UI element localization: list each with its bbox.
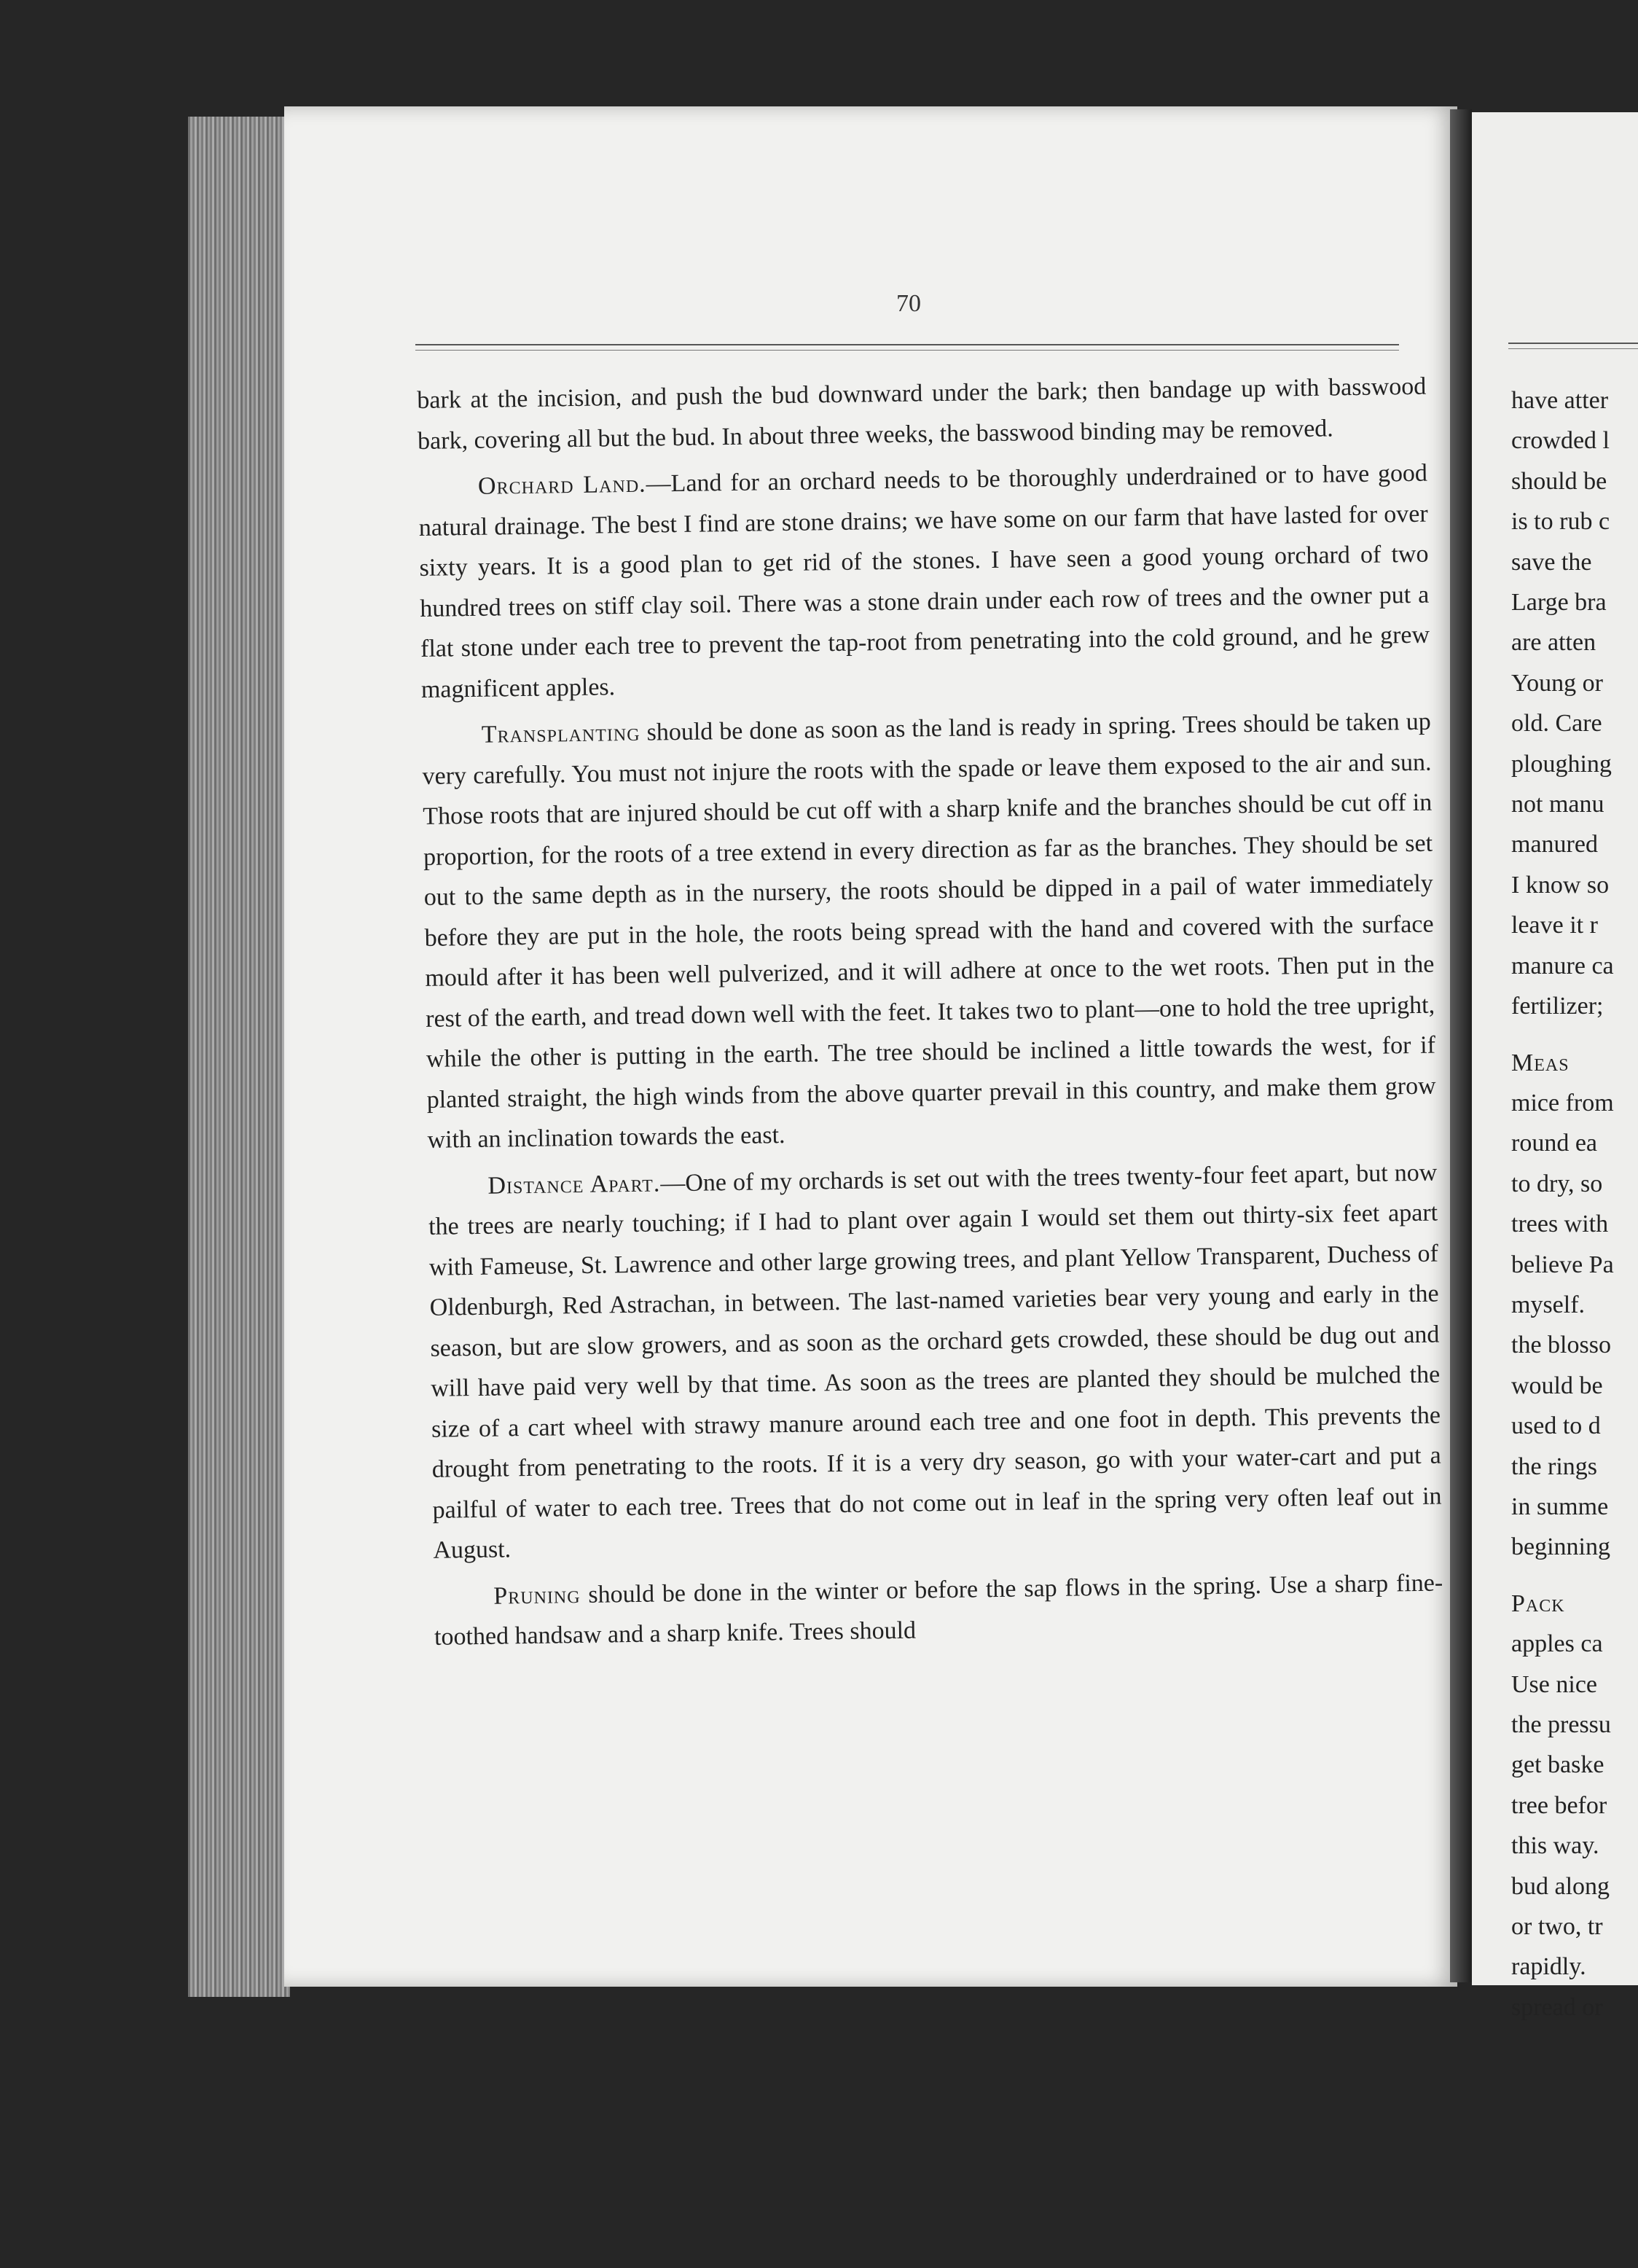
- right-line: is to rub c: [1511, 508, 1610, 536]
- right-line: Young or: [1511, 669, 1603, 697]
- paragraph-0: [417, 367, 1427, 461]
- right-line: fertilizer;: [1511, 993, 1604, 1020]
- heading-pruning: Pruning: [493, 1581, 581, 1610]
- right-heading-pack: Pack: [1511, 1589, 1565, 1617]
- heading-distance-apart: Distance Apart.: [487, 1169, 661, 1200]
- paragraph-pruning-body: should be done in the winter or before the sap flows in the spring. Use a sharp fine-toothed handsaw and a sharp knife. Trees should: [434, 1569, 1443, 1651]
- right-header-rule: [1508, 343, 1638, 349]
- heading-transplanting: Transplanting: [481, 719, 640, 748]
- left-page-text: [417, 367, 1443, 1658]
- right-line: myself.: [1511, 1291, 1586, 1318]
- right-line: are atten: [1511, 629, 1596, 657]
- right-page-text: [1511, 380, 1638, 2027]
- right-line: apples ca: [1511, 1630, 1603, 1658]
- right-line: rapidly.: [1511, 1953, 1586, 1981]
- right-line: would be: [1511, 1372, 1603, 1399]
- paragraph-pruning: [434, 1563, 1443, 1657]
- right-line: have atter: [1511, 387, 1609, 414]
- right-heading-meas: Meas: [1511, 1049, 1570, 1076]
- paragraph-orchard-land-body: —Land for an orchard needs to be thoroughly underdrained or to have good natural drainage. The best I find are stone drains; we have some on our farm that have lasted for over sixty years. It is a good plan to get rid of the stones. I have seen a good young orchard of two hundred trees on stiff clay soil. There was a stone drain under each row of trees and the owner put a flat stone under each tree to prevent the tap-root from penetrating into the cold ground, and he grew magnificent apples.: [418, 459, 1430, 703]
- paragraph-transplanting-body: should be done as soon as the land is ready in spring. Trees should be taken up very carefully. You must not injure the roots with the spade or leave them exposed to the air and sun. Those roots that are injured should be cut off with a sharp knife and the branches should be cut off in proportion, for the roots of a tree extend in every direction as far as the branches. They should be set out to the same depth as in the nursery, the roots should be dipped in a pail of water immediately before they are put in the hole, the roots being spread with the hand and covered with the surface mould after it has been well pulverized, and it will adhere at once to the wet roots. Then put in the rest of the earth, and tread down well with the feet. It takes two to plant—one to hold the tree upright, while the other is putting in the earth. The tree should be inclined a little towards the west, for if planted straight, the high winds from the above quarter prevail in this country, and make them grow with an inclination towards the east.: [422, 708, 1436, 1154]
- right-line: not manu: [1511, 791, 1604, 818]
- right-line: ploughing: [1511, 750, 1612, 778]
- right-line: get baske: [1511, 1751, 1604, 1779]
- right-line: tree befor: [1511, 1791, 1607, 1819]
- paragraph-0-body: bark at the incision, and push the bud downward under the bark; then bandage up with basswood bark, covering all but the bud. In about three weeks, the basswood binding may be removed.: [417, 372, 1427, 455]
- right-line: round ea: [1511, 1130, 1598, 1157]
- right-line: manure ca: [1511, 952, 1614, 979]
- right-line: mice from: [1511, 1089, 1614, 1117]
- right-line: I know so: [1511, 871, 1610, 899]
- right-line: trees with: [1511, 1211, 1609, 1238]
- right-line: this way.: [1511, 1832, 1599, 1860]
- right-line: save the: [1511, 548, 1592, 576]
- right-line: or two, tr: [1511, 1913, 1603, 1941]
- header-rule: [415, 344, 1399, 351]
- right-line: used to d: [1511, 1412, 1601, 1440]
- right-line: should be: [1511, 467, 1607, 495]
- right-line: bud along: [1511, 1872, 1610, 1900]
- book-page-edges: [188, 117, 290, 1997]
- right-line: crowded l: [1511, 427, 1610, 455]
- right-line: manured: [1511, 831, 1598, 859]
- right-line: beginning: [1511, 1533, 1610, 1561]
- right-line: the rings: [1511, 1452, 1598, 1480]
- heading-orchard-land: Orchard Land.: [477, 470, 646, 500]
- book-gutter: [1450, 109, 1472, 1982]
- right-line: the blosso: [1511, 1332, 1611, 1359]
- page-number: 70: [896, 290, 921, 317]
- right-line: leave it r: [1511, 912, 1598, 939]
- paragraph-orchard-land: [418, 453, 1431, 710]
- paragraph-transplanting: [421, 702, 1436, 1161]
- right-line: the pressu: [1511, 1711, 1611, 1738]
- paragraph-distance-apart-body: —One of my orchards is set out with the trees twenty-four feet apart, but now the trees are nearly touching; if I had to plant over again I would set them out thirty-six feet apart with Fameuse, St. Lawrence and other large growing trees, and plant Yellow Transparent, Duchess of Oldenburgh, Red Astrachan, in between. The last-named varieties bear very young and early in the season, but are slow growers, and as soon as the orchard gets crowded, these should be dug out and will have paid very well by that time. As soon as the trees are planted they should be mulched the size of a cart wheel with strawy manure around each tree and one foot in depth. This prevents the drought from penetrating to the roots. If it is a very dry season, go with your water-cart and put a pailful of water to each tree. Trees that do not come out in leaf in the spring very often leaf out in August.: [428, 1159, 1442, 1564]
- paragraph-distance-apart: [428, 1152, 1443, 1571]
- right-line: Use nice: [1511, 1670, 1598, 1698]
- right-line: spread or: [1511, 1993, 1603, 2021]
- right-line: in summe: [1511, 1493, 1609, 1520]
- right-line: Large bra: [1511, 589, 1607, 617]
- right-line: old. Care: [1511, 710, 1602, 738]
- right-line: to dry, so: [1511, 1170, 1603, 1197]
- right-line: believe Pa: [1511, 1251, 1614, 1278]
